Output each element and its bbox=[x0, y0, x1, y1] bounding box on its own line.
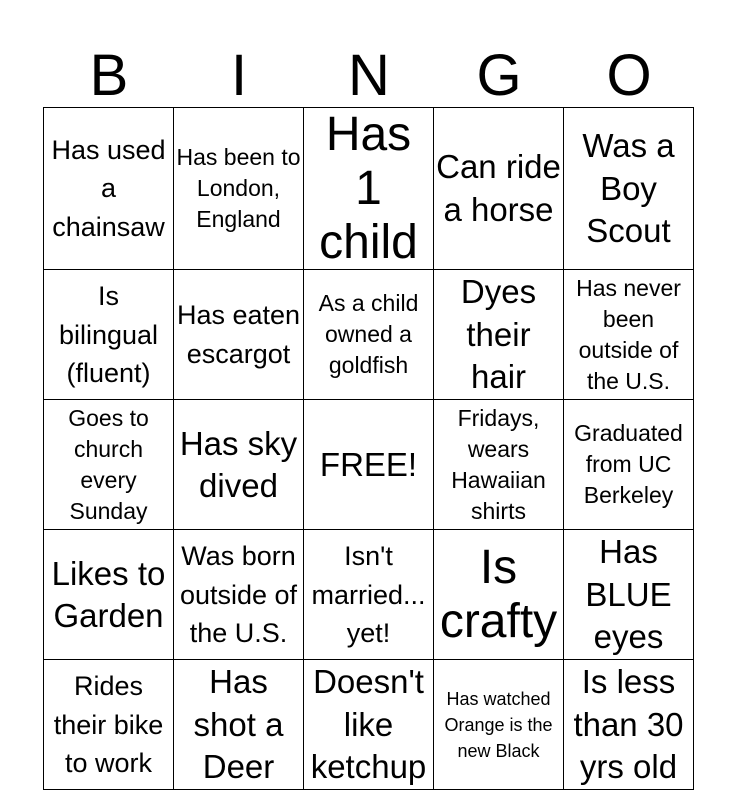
header-letter-o: O bbox=[606, 43, 652, 108]
bingo-row bbox=[44, 270, 694, 400]
bingo-header bbox=[44, 44, 694, 108]
bingo-cell[interactable] bbox=[174, 400, 304, 530]
header-letter-n: N bbox=[348, 43, 390, 108]
bingo-cell[interactable] bbox=[564, 660, 694, 790]
bingo-cell-text: Was born outside of the U.S. bbox=[179, 541, 298, 648]
bingo-cell-text: Has 1 child bbox=[319, 108, 418, 269]
bingo-row bbox=[44, 108, 694, 270]
free-space-cell[interactable] bbox=[304, 400, 434, 530]
bingo-cell[interactable] bbox=[434, 530, 564, 660]
bingo-cell[interactable] bbox=[174, 270, 304, 400]
bingo-cell[interactable] bbox=[174, 108, 304, 270]
bingo-row bbox=[44, 660, 694, 790]
bingo-cell-text: Fridays, wears Hawaiian shirts bbox=[451, 404, 546, 524]
bingo-cell-text: Has shot a Deer bbox=[193, 663, 284, 785]
bingo-cell[interactable] bbox=[564, 270, 694, 400]
bingo-cell[interactable] bbox=[564, 108, 694, 270]
bingo-cell[interactable] bbox=[174, 530, 304, 660]
bingo-cell[interactable] bbox=[174, 660, 304, 790]
bingo-cell[interactable] bbox=[434, 660, 564, 790]
bingo-cell[interactable] bbox=[434, 400, 564, 530]
header-letter-g: G bbox=[476, 43, 522, 108]
bingo-cell-text: Has watched Orange is the new Black bbox=[444, 688, 553, 761]
bingo-cell[interactable] bbox=[44, 400, 174, 530]
bingo-cell-text: Goes to church every Sunday bbox=[68, 404, 149, 524]
bingo-cell[interactable] bbox=[564, 400, 694, 530]
bingo-cell-text: Has used a chainsaw bbox=[51, 135, 166, 242]
bingo-cell[interactable] bbox=[304, 270, 434, 400]
free-space-text: FREE! bbox=[319, 445, 418, 483]
bingo-cell[interactable] bbox=[44, 270, 174, 400]
bingo-cell-text: Dyes their hair bbox=[460, 273, 537, 395]
bingo-cell-text: Rides their bike to work bbox=[53, 671, 164, 778]
bingo-cell[interactable] bbox=[44, 530, 174, 660]
bingo-cell[interactable] bbox=[44, 108, 174, 270]
bingo-cell-text: Is crafty bbox=[439, 541, 558, 648]
bingo-cell-text: Isn't married... yet! bbox=[311, 541, 426, 648]
bingo-cell-text: Is bilingual (fluent) bbox=[58, 281, 159, 388]
bingo-cell-text: Can ride a horse bbox=[436, 148, 561, 228]
bingo-cell-text: Has sky dived bbox=[179, 424, 298, 504]
bingo-cell[interactable] bbox=[564, 530, 694, 660]
bingo-cell[interactable] bbox=[304, 660, 434, 790]
bingo-cell-text: As a child owned a goldfish bbox=[318, 290, 419, 379]
bingo-cell-text: Has eaten escargot bbox=[176, 300, 301, 369]
header-letter-i: I bbox=[230, 43, 248, 108]
bingo-cell-text: Has never been outside of the U.S. bbox=[576, 274, 681, 394]
bingo-row bbox=[44, 530, 694, 660]
bingo-cell-text: Has BLUE eyes bbox=[585, 533, 672, 655]
bingo-cell[interactable] bbox=[44, 660, 174, 790]
bingo-cell-text: Likes to Garden bbox=[51, 554, 166, 634]
bingo-cell[interactable] bbox=[434, 108, 564, 270]
bingo-cell-text: Graduated from UC Berkeley bbox=[574, 420, 683, 509]
header-letter-b: B bbox=[89, 43, 129, 108]
bingo-card bbox=[43, 107, 694, 790]
bingo-cell-text: Is less than 30 yrs old bbox=[573, 663, 684, 785]
bingo-cell-text: Doesn't like ketchup bbox=[310, 663, 427, 785]
bingo-row bbox=[44, 400, 694, 530]
bingo-cell-text: Has been to London, England bbox=[176, 144, 301, 233]
bingo-cell-text: Was a Boy Scout bbox=[582, 127, 675, 249]
bingo-cell[interactable] bbox=[304, 530, 434, 660]
bingo-cell[interactable] bbox=[304, 108, 434, 270]
bingo-cell[interactable] bbox=[434, 270, 564, 400]
